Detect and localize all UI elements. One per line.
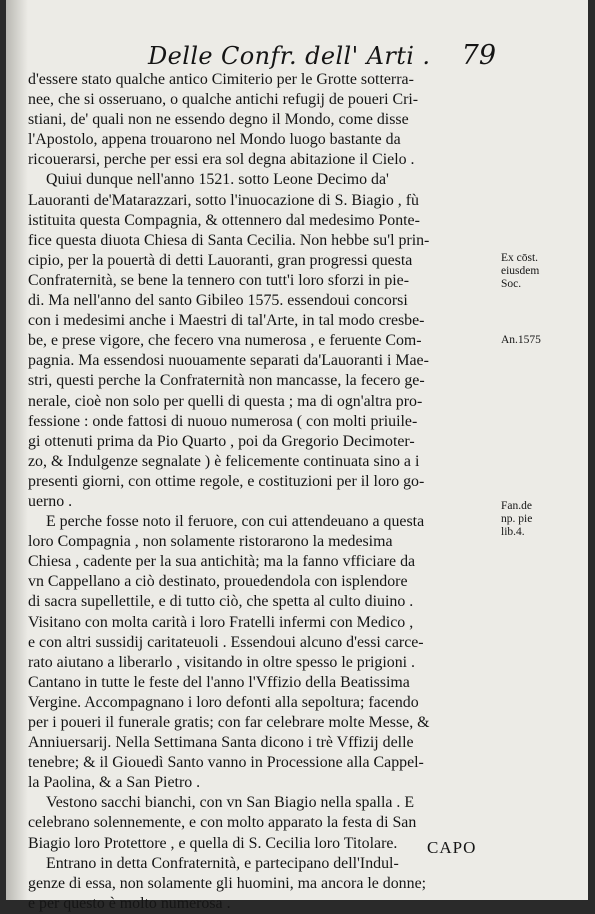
text-line: Visitano con molta carità i loro Fratelli infermi con Medico , — [28, 613, 414, 631]
text-line: Chiesa , cadente per la sua antichità; ma la fanno vfficiare da — [28, 553, 416, 571]
margin-note-line: np. pie — [501, 513, 533, 525]
text-line: stiani, de' quali non ne essendo degno il Mondo, come disse — [28, 111, 409, 129]
paragraph — [28, 854, 500, 914]
book-page — [6, 0, 588, 912]
margin-note-line: lib.4. — [501, 526, 525, 538]
body-text — [28, 70, 500, 914]
text-line: Vergine. Accompagnano i loro defonti alla sepoltura; facendo — [28, 693, 419, 711]
text-line: Quiui dunque nell'anno 1521. sotto Leone Decimo da' — [46, 171, 389, 189]
text-line: be, e prese vigore, che fecero vna numerosa , e feruente Com- — [28, 332, 422, 350]
text-line: stri, questi perche la Confraternità non mancasse, la fecero ge- — [28, 372, 425, 390]
margin-note — [501, 500, 581, 539]
text-line: cipio, per la pouertà di detti Lauoranti, gran progressi questa — [28, 251, 413, 269]
text-line: per i poueri il funerale gratis; con far celebrare molte Messe, & — [28, 714, 430, 731]
text-line: presenti giorni, con ottime regole, e costituzioni per il loro go- — [28, 472, 425, 490]
text-line: d'essere stato qualche antico Cimiterio per le Grotte sotterra- — [28, 71, 414, 88]
text-line: vn Cappellano a ciò destinato, prouedendola con isplendore — [28, 573, 408, 591]
margin-note — [501, 252, 581, 291]
text-line: uerno . — [28, 492, 73, 510]
text-line: gi ottenuti prima da Pio Quarto , poi da Gregorio Decimoter- — [28, 432, 415, 450]
text-line: fessione : onde fattosi di nuouo numerosa ( con molti priuile- — [28, 412, 418, 430]
text-line: loro Compagnia , non solamente ristorarono la medesima — [28, 533, 393, 551]
text-line: genze di essa, non solamente gli huomini, ma ancora le donne; — [28, 874, 427, 892]
text-line: Biagio loro Protettore , e quella di S. Cecilia loro Titolare. — [28, 834, 398, 852]
paragraph — [28, 512, 500, 793]
text-line: Confraternità, se bene la tennero con tutt'i loro sforzi in pie- — [28, 271, 410, 289]
catchword: CAPO — [427, 838, 477, 857]
paragraph — [28, 70, 500, 170]
text-line: e con altri sussidij caritateuoli . Essendoui alcuno d'essi carce- — [28, 633, 424, 651]
running-title: Delle Confr. dell' Arti . — [148, 42, 431, 70]
text-line: E perche fosse noto il feruore, con cui attendeuano a questa — [46, 513, 425, 531]
margin-note-line: Soc. — [501, 278, 522, 290]
text-line: pagnia. Ma essendosi nuouamente separati da'Lauoranti i Mae- — [28, 352, 429, 370]
text-line: ricouerarsi, perche per essi era sol degna abitazione il Cielo . — [28, 151, 415, 169]
text-line: istituita questa Compagnia, & ottennero dal medesimo Ponte- — [28, 211, 420, 229]
text-line: Anniuersarij. Nella Settimana Santa dicono i trè Vffizij delle — [28, 734, 414, 752]
text-line: tenebre; & il Giouedì Santo vanno in Processione alla Cappel- — [28, 754, 424, 772]
text-line: celebrano solennemente, e con molto apparato la festa di San — [28, 814, 417, 832]
gutter-shadow — [6, 0, 28, 900]
text-line: nerale, cioè non solo per quelli di questa ; ma di ogn'altra pro- — [28, 392, 423, 410]
text-line: Lauoranti de'Matarazzari, sotto l'inuocazione di S. Biagio , fù — [28, 191, 419, 209]
margin-note — [501, 334, 581, 347]
text-line: nee, che si osseruano, o qualche antichi refugij de poueri Cri- — [28, 91, 419, 109]
text-line: la Paolina, & a San Pietro . — [28, 774, 201, 792]
text-line: e per questo è molto numerosa . — [28, 894, 231, 912]
text-line: Entrano in detta Confraternità, e partecipano dell'Indul- — [46, 854, 399, 872]
text-line: con i medesimi anche i Maestri di tal'Arte, in tal modo cresbe- — [28, 312, 425, 330]
text-line: zo, & Indulgenze segnalate ) è felicemente continuata sino a i — [28, 452, 420, 470]
text-line: fice questa diuota Chiesa di Santa Cecilia. Non hebbe su'l prin- — [28, 231, 430, 249]
paragraph — [28, 170, 500, 512]
text-line: di. Ma nell'anno del santo Gibileo 1575. essendoui concorsi — [28, 292, 408, 310]
margin-note-line: Fan.de — [501, 500, 532, 512]
text-line: Vestono sacchi bianchi, con vn San Biagio nella spalla . E — [46, 794, 415, 812]
text-line: rato aiutano a liberarlo , visitando in oltre spesso le prigioni . — [28, 653, 416, 671]
page-header — [66, 40, 496, 74]
margin-note-line: Ex cōst. — [501, 252, 539, 264]
page-number: 79 — [461, 40, 496, 71]
margin-note-line: An.1575 — [501, 334, 541, 346]
text-line: Cantano in tutte le feste del l'anno l'Vffizio della Beatissima — [28, 673, 410, 691]
text-line: l'Apostolo, appena trouarono nel Mondo luogo bastante da — [28, 131, 401, 149]
margin-note-line: eiusdem — [501, 265, 540, 277]
text-line: di sacra supellettile, e di tutto ciò, che spetta al culto diuino . — [28, 593, 414, 611]
